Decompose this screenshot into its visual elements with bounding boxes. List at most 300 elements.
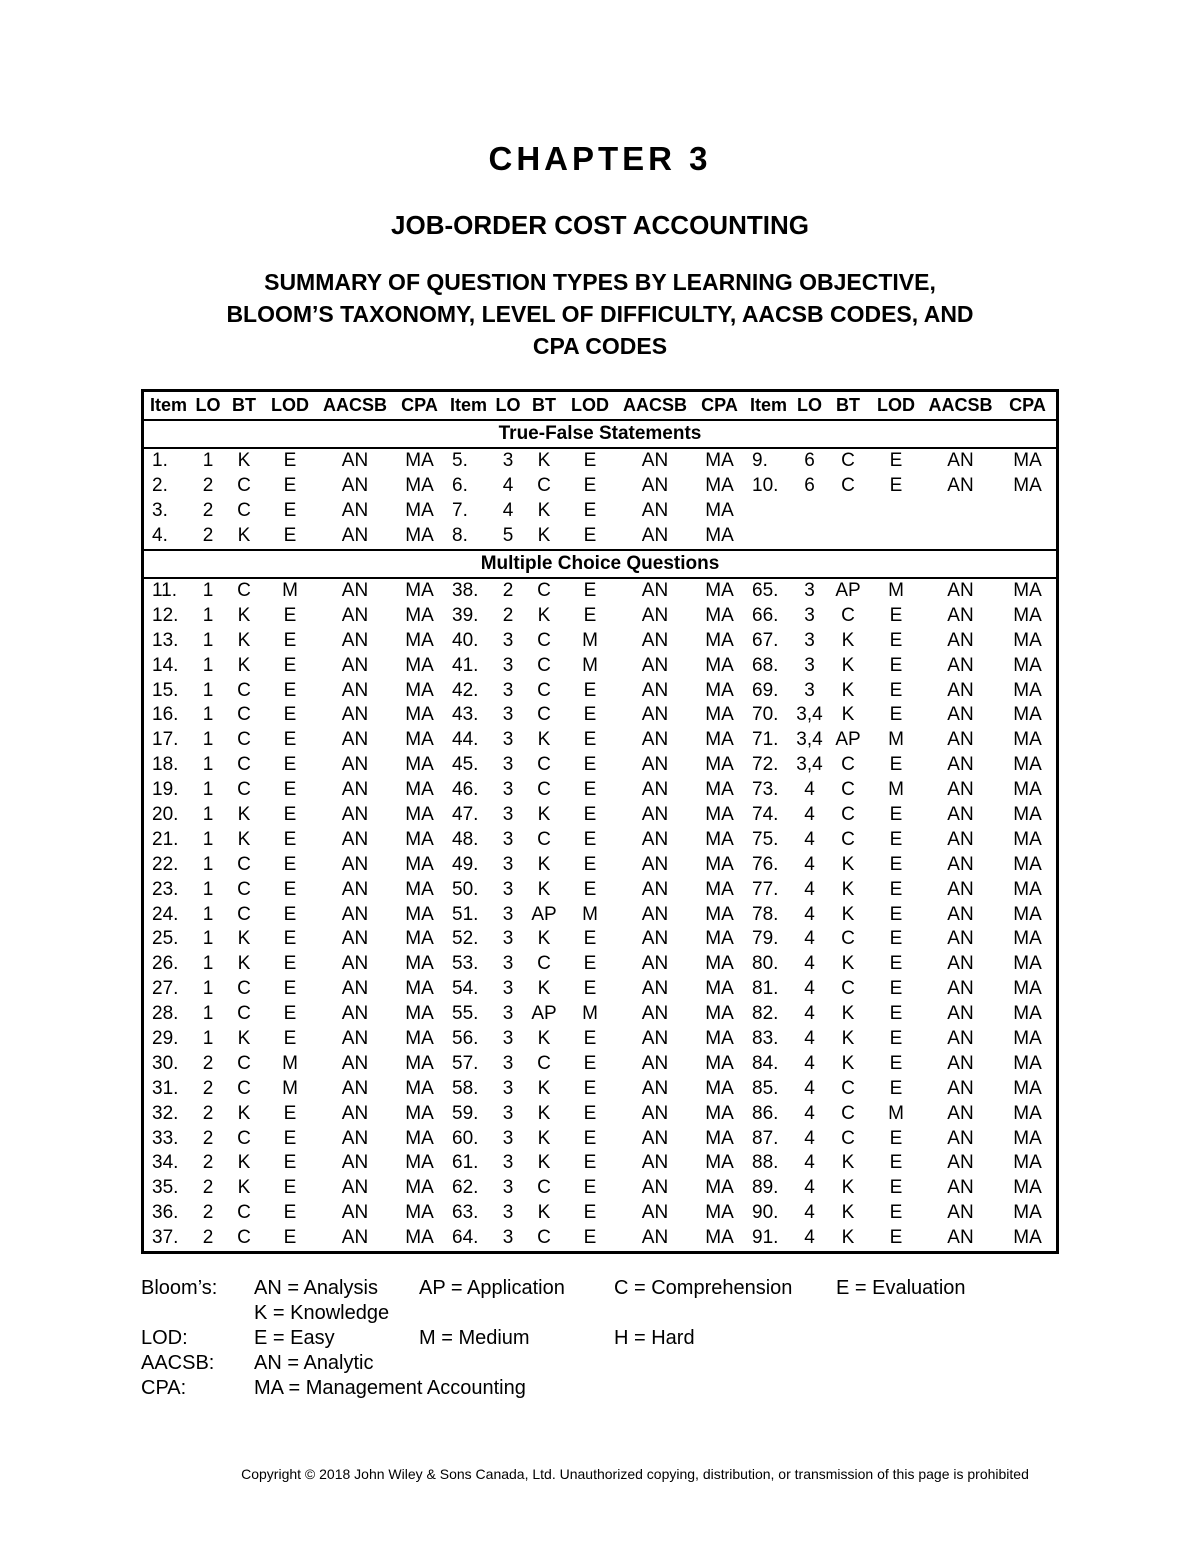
- table-cell: AN: [947, 953, 974, 975]
- table-cell: K: [841, 1152, 855, 1174]
- table-cell: MA: [405, 754, 434, 776]
- table-cell: 3: [502, 804, 514, 826]
- table-cell: 1.: [152, 450, 168, 472]
- table-cell: K: [841, 1227, 855, 1249]
- table-cell: C: [537, 1227, 551, 1249]
- table-cell: 65.: [752, 580, 779, 601]
- table-cell: 53.: [452, 953, 479, 975]
- table-row: [144, 524, 1056, 550]
- table-cell: 24.: [152, 903, 179, 925]
- table-cell: 4: [804, 828, 815, 850]
- table-cell: K: [537, 729, 551, 751]
- table-cell: 6.: [452, 475, 468, 497]
- table-cell: 3: [502, 1052, 514, 1074]
- table-cell: AN: [641, 1127, 669, 1149]
- table-cell: MA: [1013, 779, 1042, 801]
- table-cell: K: [537, 604, 551, 626]
- table-cell: 1: [202, 828, 214, 850]
- table-cell: MA: [405, 1077, 434, 1099]
- table-row: [144, 1226, 1056, 1251]
- column-header: LO: [193, 392, 223, 420]
- table-cell: 3: [804, 580, 815, 601]
- table-cell: MA: [405, 903, 434, 925]
- table-cell: 45.: [452, 754, 479, 776]
- table-cell: E: [583, 1077, 597, 1099]
- legend-blooms-row: [141, 1276, 966, 1301]
- table-cell: AN: [341, 1177, 369, 1199]
- table-cell: E: [283, 525, 297, 547]
- table-cell: E: [889, 928, 903, 950]
- document-subtitle: [0, 266, 1200, 362]
- table-row: [144, 778, 1056, 803]
- table-cell: 3,4: [796, 704, 823, 726]
- table-cell: C: [237, 1077, 251, 1099]
- column-header: Item: [444, 392, 493, 420]
- table-cell: M: [582, 654, 598, 676]
- table-cell: AN: [641, 1028, 669, 1050]
- legend-label: LOD:: [141, 1327, 188, 1349]
- table-cell: [999, 499, 1056, 524]
- table-cell: MA: [705, 1028, 734, 1050]
- table-row: [144, 578, 1056, 604]
- table-row: [144, 902, 1056, 927]
- table-cell: AN: [341, 1077, 369, 1099]
- table-cell: [922, 524, 999, 550]
- legend-entry: H = Hard: [614, 1327, 695, 1349]
- section-title: True-False Statements: [144, 420, 1056, 448]
- table-cell: 1: [202, 853, 214, 875]
- table-cell: AN: [947, 1227, 974, 1249]
- table-cell: [744, 499, 793, 524]
- table-cell: 4: [804, 1152, 815, 1174]
- table-cell: 71.: [752, 729, 779, 751]
- table-cell: E: [283, 1177, 297, 1199]
- table-row: [144, 1126, 1056, 1151]
- table-cell: 69.: [752, 679, 779, 701]
- table-cell: AN: [341, 1227, 369, 1249]
- table-cell: K: [237, 629, 251, 651]
- table-cell: E: [583, 828, 597, 850]
- table-cell: AN: [341, 580, 369, 601]
- table-cell: AN: [641, 928, 669, 950]
- table-row: [144, 728, 1056, 753]
- table-cell: K: [237, 953, 251, 975]
- table-cell: [999, 524, 1056, 550]
- table-cell: MA: [705, 1052, 734, 1074]
- table-cell: AN: [947, 754, 974, 776]
- table-cell: 27.: [152, 978, 179, 1000]
- table-cell: AN: [641, 500, 669, 522]
- table-cell: E: [283, 654, 297, 676]
- table-cell: AN: [641, 629, 669, 651]
- table-cell: AN: [641, 828, 669, 850]
- table-cell: 20.: [152, 804, 179, 826]
- table-cell: C: [537, 679, 551, 701]
- column-header: AACSB: [922, 392, 999, 420]
- table-cell: 50.: [452, 878, 479, 900]
- table-cell: K: [537, 525, 551, 547]
- table-cell: 78.: [752, 903, 779, 925]
- table-cell: E: [889, 475, 903, 497]
- table-cell: 77.: [752, 878, 779, 900]
- table-cell: C: [237, 878, 251, 900]
- table-cell: 3: [502, 1102, 514, 1124]
- table-cell: MA: [1013, 679, 1042, 701]
- table-cell: 16.: [152, 704, 179, 726]
- column-header: BT: [223, 392, 265, 420]
- table-cell: MA: [705, 1077, 734, 1099]
- table-cell: MA: [705, 1227, 734, 1249]
- table-cell: AN: [341, 654, 369, 676]
- table-cell: K: [841, 629, 855, 651]
- table-cell: 48.: [452, 828, 479, 850]
- subtitle-line: SUMMARY OF QUESTION TYPES BY LEARNING OBJECTIVE,: [264, 269, 936, 295]
- table-cell: MA: [1013, 475, 1042, 497]
- table-cell: 56.: [452, 1028, 479, 1050]
- table-cell: MA: [705, 1152, 734, 1174]
- table-cell: K: [237, 928, 251, 950]
- table-cell: AN: [341, 629, 369, 651]
- column-header: LOD: [565, 392, 615, 420]
- table-cell: E: [583, 1127, 597, 1149]
- table-row: [144, 1101, 1056, 1126]
- table-cell: AN: [641, 1177, 669, 1199]
- column-header: BT: [826, 392, 870, 420]
- table-cell: 34.: [152, 1152, 179, 1174]
- table-cell: C: [537, 1177, 551, 1199]
- table-cell: AN: [341, 779, 369, 801]
- table-cell: K: [841, 704, 855, 726]
- table-cell: MA: [405, 450, 434, 472]
- table-cell: AN: [947, 1077, 974, 1099]
- column-header: BT: [523, 392, 565, 420]
- table-cell: 37.: [152, 1227, 179, 1249]
- table-cell: K: [537, 804, 551, 826]
- table-cell: MA: [405, 729, 434, 751]
- table-cell: 3: [502, 1202, 514, 1224]
- table-cell: K: [537, 853, 551, 875]
- table-cell: C: [237, 779, 251, 801]
- table-cell: C: [237, 1202, 251, 1224]
- table-cell: 12.: [152, 604, 179, 626]
- table-cell: 1: [202, 629, 214, 651]
- table-cell: MA: [405, 928, 434, 950]
- table-cell: E: [889, 604, 903, 626]
- table-cell: MA: [1013, 953, 1042, 975]
- legend-aacsb-row: [141, 1351, 966, 1376]
- table-cell: 44.: [452, 729, 479, 751]
- table-cell: 3: [502, 629, 514, 651]
- table-cell: 1: [202, 953, 214, 975]
- table-cell: 1: [202, 729, 214, 751]
- table-cell: AN: [341, 978, 369, 1000]
- table-cell: E: [583, 500, 597, 522]
- table-cell: 43.: [452, 704, 479, 726]
- table-cell: 3: [502, 1028, 514, 1050]
- column-header: Item: [144, 392, 193, 420]
- table-cell: 88.: [752, 1152, 779, 1174]
- table-cell: AN: [641, 754, 669, 776]
- table-cell: 4: [804, 1003, 815, 1025]
- table-cell: MA: [405, 629, 434, 651]
- table-cell: 64.: [452, 1227, 479, 1249]
- table-cell: 83.: [752, 1028, 779, 1050]
- table-cell: MA: [405, 1028, 434, 1050]
- table-row: [144, 977, 1056, 1002]
- table-cell: E: [583, 679, 597, 701]
- table-cell: K: [237, 1028, 251, 1050]
- table-cell: MA: [405, 1052, 434, 1074]
- table-cell: E: [583, 928, 597, 950]
- table-cell: 30.: [152, 1052, 179, 1074]
- table-cell: C: [537, 704, 551, 726]
- table-cell: AN: [641, 729, 669, 751]
- legend-entry: E = Easy: [254, 1327, 335, 1349]
- legend: [141, 1276, 966, 1401]
- table-cell: 2: [502, 580, 514, 601]
- table-cell: C: [537, 629, 551, 651]
- table-cell: 2.: [152, 475, 168, 497]
- table-cell: 1: [202, 1003, 214, 1025]
- table-cell: 4: [804, 1077, 815, 1099]
- table-cell: E: [283, 679, 297, 701]
- table-cell: 19.: [152, 779, 179, 801]
- table-row: [144, 499, 1056, 524]
- table-cell: 55.: [452, 1003, 479, 1025]
- table-row: [144, 803, 1056, 828]
- table-cell: 14.: [152, 654, 179, 676]
- table-cell: K: [537, 1077, 551, 1099]
- table-cell: K: [537, 1202, 551, 1224]
- table-cell: MA: [1013, 1152, 1042, 1174]
- table-cell: 6: [804, 450, 815, 472]
- table-cell: 82.: [752, 1003, 779, 1025]
- table-cell: MA: [405, 500, 434, 522]
- table-cell: E: [283, 1152, 297, 1174]
- legend-entry: MA = Management Accounting: [254, 1377, 526, 1399]
- table-cell: E: [583, 450, 597, 472]
- table-cell: M: [282, 580, 298, 601]
- table-cell: 3: [502, 704, 514, 726]
- table-cell: MA: [405, 704, 434, 726]
- table-cell: 2: [202, 1202, 214, 1224]
- table-cell: AN: [641, 525, 669, 547]
- table-cell: 42.: [452, 679, 479, 701]
- table-cell: E: [583, 853, 597, 875]
- table-cell: 1: [202, 704, 214, 726]
- table-cell: K: [841, 903, 855, 925]
- table-cell: C: [841, 1077, 855, 1099]
- table-cell: 86.: [752, 1102, 779, 1124]
- table-cell: C: [537, 779, 551, 801]
- table-cell: 3,4: [796, 729, 823, 751]
- table-cell: AN: [947, 878, 974, 900]
- table-cell: MA: [1013, 1003, 1042, 1025]
- table-cell: K: [237, 525, 251, 547]
- table-cell: C: [537, 475, 551, 497]
- table-cell: 2: [202, 1227, 214, 1249]
- table-cell: K: [237, 450, 251, 472]
- table-cell: E: [889, 828, 903, 850]
- table-cell: AN: [641, 679, 669, 701]
- table-cell: 4: [804, 903, 815, 925]
- table-cell: 31.: [152, 1077, 179, 1099]
- summary-table: [141, 389, 1059, 1254]
- section-title: Multiple Choice Questions: [144, 550, 1056, 578]
- table-cell: C: [237, 853, 251, 875]
- table-cell: AN: [641, 953, 669, 975]
- table-cell: AN: [947, 828, 974, 850]
- table-cell: MA: [405, 1202, 434, 1224]
- table-cell: 2: [202, 1102, 214, 1124]
- table-cell: C: [237, 729, 251, 751]
- table-cell: MA: [405, 525, 434, 547]
- table-row: [144, 653, 1056, 678]
- legend-lod-row: [141, 1326, 966, 1351]
- table-cell: K: [841, 679, 855, 701]
- table-cell: [870, 524, 922, 550]
- table-row: [144, 1201, 1056, 1226]
- table-cell: 9.: [752, 450, 768, 472]
- table-cell: E: [283, 500, 297, 522]
- table-row: [144, 1076, 1056, 1101]
- table-cell: 66.: [752, 604, 779, 626]
- table-row: [144, 1002, 1056, 1027]
- table-cell: AN: [641, 580, 669, 601]
- table-cell: 4: [804, 1052, 815, 1074]
- legend-blooms-row-2: [141, 1301, 966, 1326]
- table-cell: C: [537, 580, 551, 601]
- table-cell: K: [537, 1102, 551, 1124]
- table-cell: 2: [202, 1177, 214, 1199]
- table-row: [144, 927, 1056, 952]
- table-cell: MA: [405, 1152, 434, 1174]
- table-cell: E: [889, 1152, 903, 1174]
- table-cell: C: [237, 978, 251, 1000]
- table-cell: K: [841, 1052, 855, 1074]
- table-cell: E: [889, 1028, 903, 1050]
- table-cell: 1: [202, 903, 214, 925]
- table-cell: AN: [641, 878, 669, 900]
- table-cell: K: [237, 654, 251, 676]
- table-cell: 60.: [452, 1127, 479, 1149]
- table-cell: 40.: [452, 629, 479, 651]
- table-cell: AN: [641, 1003, 669, 1025]
- table-cell: K: [841, 1177, 855, 1199]
- table-cell: K: [237, 828, 251, 850]
- table-cell: 68.: [752, 654, 779, 676]
- table-cell: AN: [947, 654, 974, 676]
- table-cell: MA: [405, 475, 434, 497]
- table-cell: 4: [502, 475, 514, 497]
- table-cell: AN: [341, 754, 369, 776]
- table-cell: E: [889, 1227, 903, 1249]
- table-cell: AN: [641, 1052, 669, 1074]
- table-cell: MA: [405, 1127, 434, 1149]
- table-cell: MA: [405, 779, 434, 801]
- table-cell: MA: [1013, 450, 1042, 472]
- table-cell: 1: [202, 604, 214, 626]
- table-cell: MA: [1013, 754, 1042, 776]
- table-cell: MA: [705, 1003, 734, 1025]
- table-cell: AN: [641, 475, 669, 497]
- table-cell: 80.: [752, 953, 779, 975]
- table-cell: 4: [804, 878, 815, 900]
- table-cell: AN: [341, 1052, 369, 1074]
- table-cell: 3: [502, 1177, 514, 1199]
- table-cell: 3: [502, 450, 514, 472]
- table-cell: 1: [202, 878, 214, 900]
- table-row: [144, 1027, 1056, 1052]
- table-cell: [826, 499, 870, 524]
- table-cell: 87.: [752, 1127, 779, 1149]
- table-cell: AP: [835, 580, 861, 601]
- table-cell: AN: [341, 704, 369, 726]
- table-cell: C: [841, 978, 855, 1000]
- table-cell: 1: [202, 779, 214, 801]
- table-cell: C: [237, 1227, 251, 1249]
- table-cell: E: [889, 654, 903, 676]
- table-cell: 1: [202, 580, 214, 601]
- table-cell: 57.: [452, 1052, 479, 1074]
- table-cell: 49.: [452, 853, 479, 875]
- table-cell: E: [283, 450, 297, 472]
- table-cell: MA: [705, 1202, 734, 1224]
- table-cell: 32.: [152, 1102, 179, 1124]
- table-cell: MA: [1013, 828, 1042, 850]
- table-cell: C: [237, 754, 251, 776]
- table-cell: E: [583, 754, 597, 776]
- table-cell: AN: [947, 779, 974, 801]
- table-cell: 5: [502, 525, 514, 547]
- table-cell: E: [583, 1052, 597, 1074]
- table-row: [144, 628, 1056, 653]
- table-cell: K: [537, 878, 551, 900]
- table-cell: MA: [705, 629, 734, 651]
- table-cell: 2: [202, 475, 214, 497]
- table-cell: MA: [705, 828, 734, 850]
- table-cell: MA: [705, 953, 734, 975]
- table-cell: 85.: [752, 1077, 779, 1099]
- table-cell: [870, 499, 922, 524]
- table-row: [144, 703, 1056, 728]
- table-cell: K: [841, 953, 855, 975]
- table-cell: E: [583, 475, 597, 497]
- table-cell: MA: [705, 580, 734, 601]
- column-header: AACSB: [615, 392, 695, 420]
- table-cell: K: [841, 1003, 855, 1025]
- section-header-row: [144, 420, 1056, 448]
- table-cell: 1: [202, 679, 214, 701]
- table-cell: 15.: [152, 679, 179, 701]
- table-cell: E: [283, 828, 297, 850]
- table-row: [144, 448, 1056, 474]
- table-cell: M: [888, 580, 904, 601]
- table-cell: AN: [341, 1152, 369, 1174]
- column-header: AACSB: [315, 392, 395, 420]
- table-cell: 11.: [152, 580, 178, 601]
- table-cell: AN: [341, 903, 369, 925]
- table-cell: MA: [1013, 978, 1042, 1000]
- table-row: [144, 1151, 1056, 1176]
- table-cell: E: [283, 1028, 297, 1050]
- table-cell: K: [237, 1177, 251, 1199]
- table-cell: 4: [804, 1177, 815, 1199]
- table-cell: MA: [705, 604, 734, 626]
- table-cell: MA: [1013, 903, 1042, 925]
- table-cell: C: [841, 1127, 855, 1149]
- table-cell: E: [583, 604, 597, 626]
